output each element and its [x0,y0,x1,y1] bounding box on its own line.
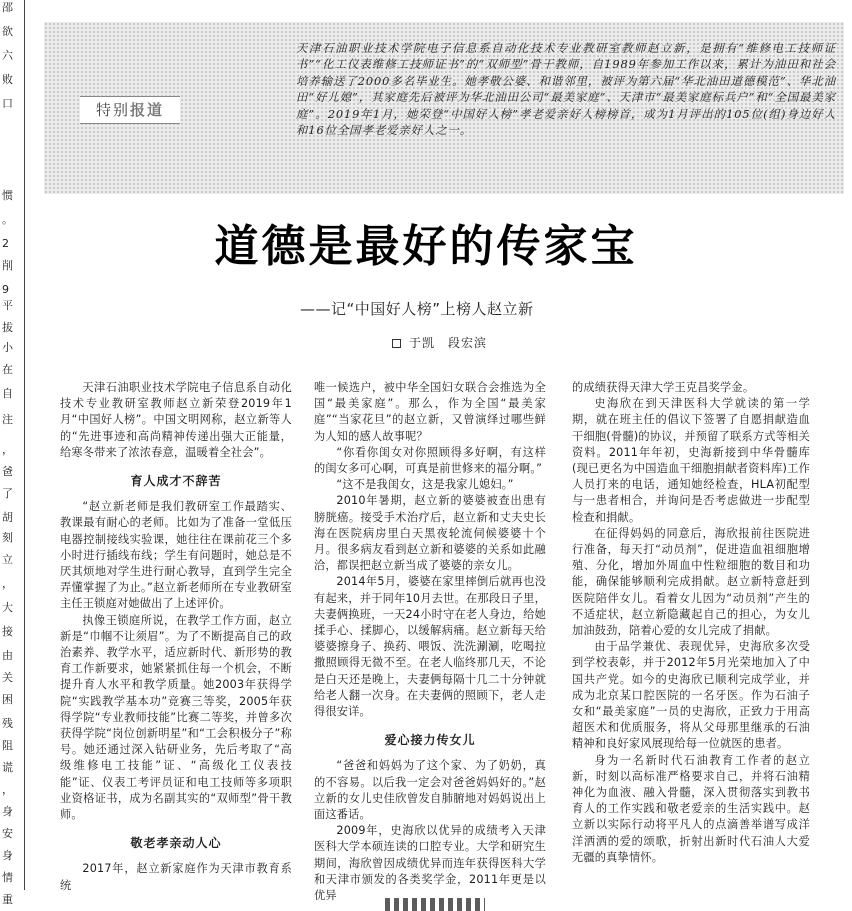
edge-char: 困 [2,693,13,706]
section-heading: 育人成才不辞苦 [130,474,222,489]
byline-box-icon [392,339,401,348]
edge-char: 邵 [2,1,13,14]
paragraph: 由于品学兼优、表现优异，史海欣多次受到学校表彰，并于2012年5月光荣地加入了中国共产党。如今的史海欣已顺利完成学业，并成为北京某口腔医院的一名牙医。作为石油子女和“最美家庭”一员的史海欣，正致力于用高超医术和优质服务，将从父母那里继承的石油精神和良好家风展现给每一位就医的患者。 [572,640,810,751]
section-heading: 爱心接力传女儿 [384,733,476,748]
edge-char: 由 [2,649,13,662]
column-divider [24,0,25,890]
edge-char: 六 [2,49,13,62]
edge-char: 谎 [2,761,13,774]
edge-char: 大 [2,601,13,614]
paragraph: 2010年暑期，赵立新的婆婆被查出患有膀胱癌。接受手术治疗后，赵立新和丈夫史长海在医院病房里白天黑夜轮流伺候婆婆十个月。很多病友看到赵立新和婆婆的关系如此融洽，都误把赵立新当成了婆婆的亲女儿。 [314,494,546,573]
edge-char: 刻 [2,531,13,544]
edge-char: 削 [2,259,13,272]
edge-char: ， [2,577,13,590]
edge-char: ， [2,783,13,796]
edge-char: 胡 [2,511,13,524]
paragraph: 史海欣在到天津医科大学就读的第一学期，就在班主任的倡议下签署了自愿捐献造血干细胞(骨髓)的协议，并预留了联系方式等相关资料。2011年年初，史海新接到中华骨髓库(现已更名为中国造血干细胞捐献者资料库)工作人员打来的电话，通知她经检查，HLA初配型与一患者相合，并询问是否考虑做进一步配型检查和捐献。 [572,397,810,524]
special-label-part2: 报道 [130,101,165,119]
byline-authors: 于凯 段宏滨 [409,336,488,350]
article-column-2 [314,380,546,903]
edge-char: 残 [2,717,13,730]
edge-char: ， [2,443,13,456]
paragraph: 身为一名新时代石油教育工作者的赵立新，时刻以高标准严格要求自己，并将石油精神化为血液、融入骨髓，深入贯彻落实到教书育人的工作实践和敬老爱亲的生活实践中。赵立新以实际行动将平凡人的点滴善举谱写成洋洋洒洒的爱的颂歌，折射出新时代石油人大爱无疆的真挚情怀。 [572,753,810,864]
paragraph: “你看你闺女对你照顾得多好啊，有这样的闺女多可心啊，可真是前世修来的福分啊。” [314,445,546,476]
edge-char: 了 [2,487,13,500]
edge-char: 身 [2,849,13,862]
paragraph: 天津石油职业技术学院电子信息系自动化技术专业教研室教师赵立新荣登2019年1月“中国好人榜”。中国文明网称，赵立新等人的“先进事迹和高尚精神传递出强大正能量，给寒冬带来了浓浓春意，温暖着全社会”。 [60,381,292,459]
abstract-text: 天津石油职业技术学院电子信息系自动化技术专业教研室教师赵立新，是拥有“维修电工技师证书”“化工仪表维修工技师证书”的“双师型”骨干教师，自1989年参加工作以来，累计为油田和社会培养输送了2000多名毕业生。她孝敬公婆、和谐邻里，被评为第六届“华北油田道德模范”、华北油田“好儿媳”，其家庭先后被评为华北油田公司“最美家庭”、天津市“最美家庭标兵户”和“全国最美家庭”。2019年1月，她荣登“中国好人榜”孝老爱亲好人榜榜首，成为1月评出的105位(组)身边好人和16位全国孝老爱亲好人之一。 [296,41,836,138]
paragraph: “这不是我闺女，这是我家儿媳妇。” [336,478,514,492]
edge-char: 拔 [2,321,13,334]
adjacent-page-edge [0,0,22,911]
edge-char: 惯 [2,189,13,202]
paragraph: 2014年5月，婆婆在家里摔倒后就再也没有起来，并于同年10月去世。在那段日子里，夫妻俩换班，一天24小时守在老人身边，给她揉手心、揉脚心，以缓解病痛。赵立新每天给婆婆擦身子、换药、喂饭、洗洗涮涮，吃喝拉撒照顾得无微不至。在老人临终那几天，不论是白天还是晚上，夫妻俩每隔十几二十分钟就给老人翻一次身。在夫妻俩的照顾下，老人走得很安详。 [314,575,546,719]
edge-char: 重 [2,893,13,906]
special-label-part1: 特别 [95,101,130,119]
paragraph: 2017年，赵立新家庭作为天津市教育系统 [60,862,292,892]
paragraph: 唯一候选户，被中华全国妇女联合会推选为全国“最美家庭”。那么，作为全国“最美家庭”“当家花旦”的赵立新，又曾演绎过哪些鲜为人知的感人故事呢？ [314,381,546,443]
edge-char: 口 [2,97,13,110]
paragraph: 执像王锁庭所说，在教学工作方面，赵立新是“巾帼不让须眉”。为了不断提高自己的政治素养、教学水平，适应新时代、新形势的教育工作新要求，她紧紧抓住每一个机会，不断提升育人水平和教学质量。她2003年获得学院“实践教学基本功”竞赛三等奖，2005年获得学院“专业教师技能”比赛二等奖，并曾多次获得学院“岗位创新明星”和“工会积极分子”称号。她还通过深入钻研业务，先后考取了“高级维修电工技能”证、“高级化工仪表技能”证、仪表工考评员证和电工技师等多项职业资格证书，成为名副其实的“双师型”骨干教师。 [60,613,292,822]
article-title: 道德是最好的传家宝 [214,221,638,272]
byline [392,334,487,351]
paragraph: 在征得妈妈的同意后，海欣报前往医院进行准备，每天打“动员剂”，促进造血祖细胞增殖、分化，增加外周血中性粒细胞的数目和功能，确保能够顺利完成捐献。赵立新特意赶到医院陪伴女儿。看着女儿因为“动员剂”产生的不适症状，赵立新隐藏起自己的担心，为女儿加油鼓劲，陪着心爱的女儿完成了捐献。 [572,526,810,638]
edge-char: 9 [2,283,9,296]
section-heading: 敬老孝亲动人心 [130,836,222,851]
edge-char: 安 [2,827,13,840]
edge-char: 小 [2,341,13,354]
edge-char: 阻 [2,739,13,752]
special-report-label [80,96,180,124]
paragraph: “爸爸和妈妈为了这个家、为了奶奶，真的不容易。以后我一定会对爸爸妈妈好的。”赵立新的女儿史佳欣曾发自肺腑地对妈妈说出上面这番话。 [314,759,546,822]
edge-char: 爸 [2,465,13,478]
edge-char: 接 [2,625,13,638]
edge-char: 自 [2,387,13,400]
paragraph: “赵立新老师是我们教研室工作最踏实、教课最有耐心的老师。比如为了准备一堂低压电器控制接线实验课，她往往在课前花三个多小时进行插线布线；学生有问题时，她总是不厌其烦地对学生进行耐心教导，直到学生完全弄懂掌握了为止。”赵立新老师所在专业教研室主任王锁庭对她做出了上述评价。 [60,500,292,611]
edge-char: 注 [2,413,13,426]
paragraph: 的成绩获得天津大学王克昌奖学金。 [572,381,755,394]
edge-char: 关 [2,671,13,684]
edge-char: 平 [2,299,13,312]
article-column-3 [572,380,810,890]
edge-char: 欲 [2,25,13,38]
scan-fragment [385,898,485,911]
paragraph: 2009年，史海欣以优异的成绩考入天津医科大学本硕连读的口腔专业。大学和研究生期间，海欣曾因成绩优异而连年获得医科大学和天津市颁发的各类奖学金，2011年更是以优异 [314,824,546,903]
edge-char: 在 [2,363,13,376]
edge-char: 2 [2,237,9,250]
edge-char: 。 [2,213,13,226]
article-subtitle: ——记“中国好人榜”上榜人赵立新 [300,300,534,318]
edge-char: 立 [2,553,13,566]
edge-char: 败 [2,73,13,86]
edge-char: 情 [2,871,13,884]
article-column-1 [60,380,292,890]
edge-char: 身 [2,805,13,818]
